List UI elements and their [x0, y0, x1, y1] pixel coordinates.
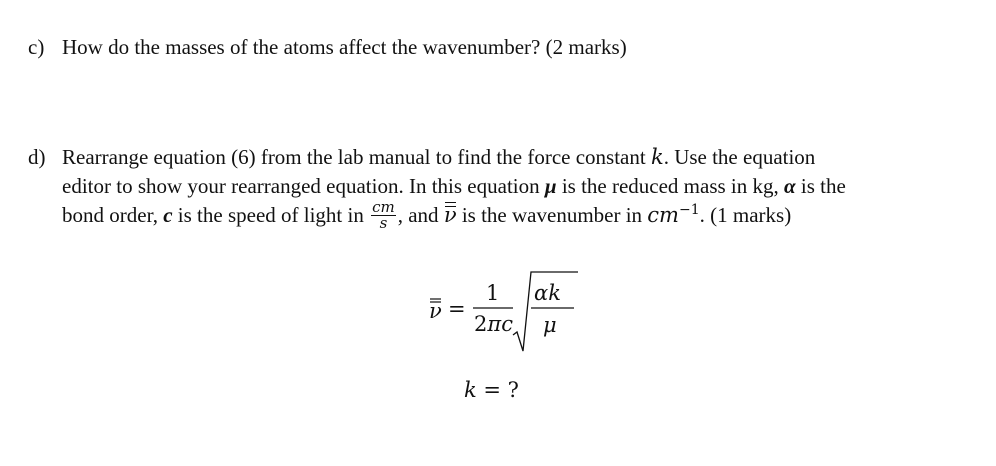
question-d-line-3-marks: . (1 marks)	[699, 203, 792, 227]
question-c-text: How do the masses of the atoms affect the wavenumber?	[62, 35, 541, 59]
fraction-denominator-c: c	[501, 312, 513, 336]
equation-equals: =	[448, 297, 466, 321]
question-d-line-2-text: editor to show your rearranged equation. In this equation	[62, 174, 545, 198]
root-numerator-k: k	[548, 281, 561, 305]
question-d-label: d)	[28, 145, 46, 169]
unit-exponent: −1	[678, 202, 700, 218]
question-d-line-3-and: , and	[397, 203, 444, 227]
question-d-line-1-text: Rearrange equation (6) from the lab manual to find the force constant	[62, 145, 651, 169]
fraction-denominator-pi: π	[487, 312, 502, 336]
k-question	[464, 378, 519, 402]
symbol-k: k	[650, 145, 664, 169]
question-d-line-2-mid: is the reduced mass in kg,	[556, 174, 785, 198]
question-d-line-3-mid: is the speed of light in	[172, 203, 370, 227]
question-d-line-2-end: is the	[795, 174, 846, 198]
symbol-alpha: α	[784, 174, 796, 198]
k-question-symbol: k	[464, 378, 477, 402]
fraction-denominator-2: 2	[474, 312, 488, 336]
k-question-rest: = ?	[476, 378, 519, 402]
question-d-line-3-wavenumber: is the wavenumber in	[456, 203, 648, 227]
root-numerator-alpha: α	[534, 281, 549, 305]
equation-lhs-nu: ν	[429, 299, 442, 323]
symbol-nu-double-bar: ν	[444, 201, 457, 230]
symbol-c: c	[163, 203, 173, 227]
unit-fraction-denominator: s	[379, 213, 388, 232]
symbol-mu: μ	[544, 174, 557, 198]
question-c-marks: (2 marks)	[545, 35, 627, 59]
question-d-line-3-text: bond order,	[62, 203, 164, 227]
question-d-line-1-end: . Use the equation	[663, 145, 816, 169]
question-c-label: c)	[28, 35, 45, 59]
fraction-numerator: 1	[486, 281, 500, 305]
unit-fraction-numerator: cm	[372, 197, 395, 216]
root-numerator	[534, 281, 561, 305]
fraction-denominator	[474, 312, 513, 336]
unit-cm: cm	[647, 203, 679, 227]
root-denominator-mu: μ	[543, 313, 557, 337]
